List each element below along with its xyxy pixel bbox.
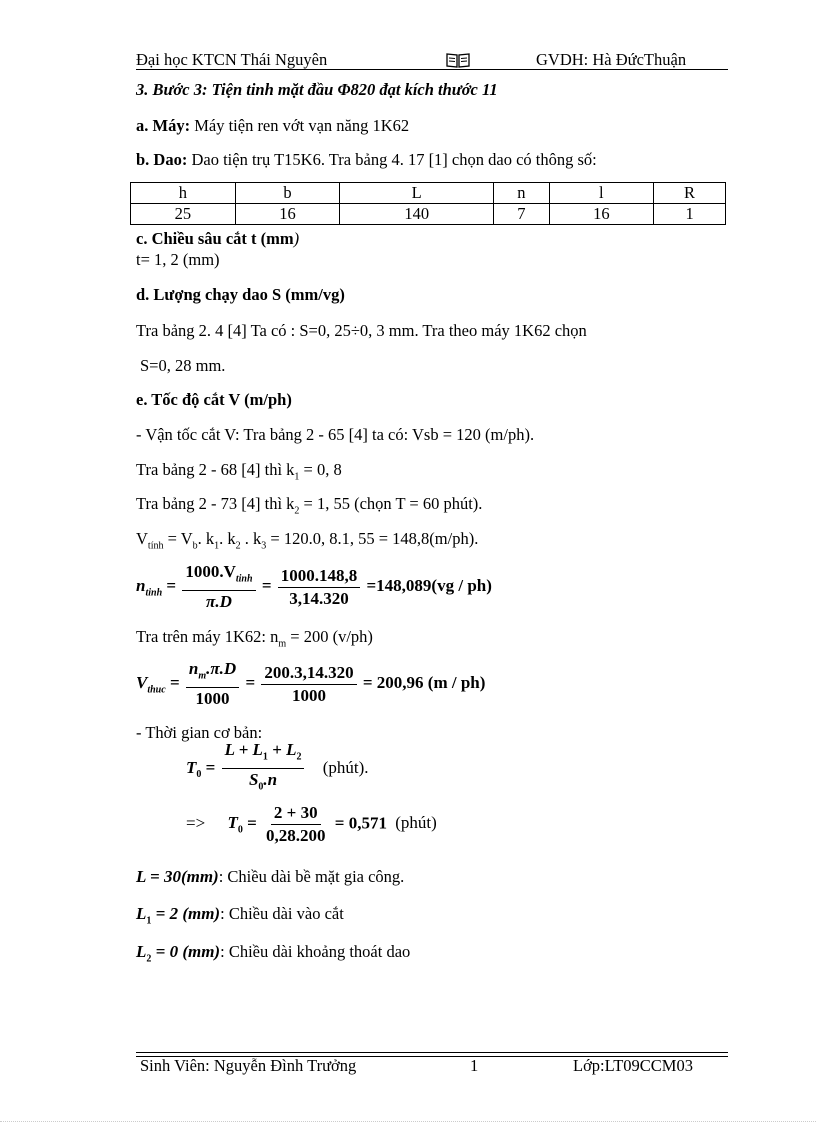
fraction-t0 — [222, 740, 305, 798]
frac-num: 2 + 30 — [271, 803, 321, 825]
footer-left: Sinh Viên: Nguyễn Đình Trưởng — [140, 1056, 357, 1075]
speed-line-3 — [136, 494, 482, 516]
table-cell: l — [549, 183, 654, 204]
fraction-v-2 — [261, 663, 356, 706]
table-cell: 140 — [340, 204, 494, 225]
frac-den-rest: .n — [263, 770, 278, 790]
length-l-symbol: L = 30(mm) — [136, 867, 219, 886]
frac-den-sub: 0 — [258, 781, 264, 793]
machine-text: Máy tiện ren vớt vạn năng 1K62 — [194, 116, 410, 135]
length-l2-desc: : Chiều dài khoảng thoát dao — [220, 942, 411, 961]
machine-speed-value: = 200 (v/ph) — [286, 627, 373, 646]
k3-sub: 3 — [261, 540, 267, 552]
v-symbol: V — [136, 673, 148, 693]
machine-speed-line — [136, 627, 373, 649]
machine-speed-text: Tra trên máy 1K62: n — [136, 627, 279, 646]
frac-num-rest: .π.D — [206, 659, 237, 678]
table-header-row — [131, 183, 726, 204]
depth-heading-text: c. Chiều sâu cắt t (mm — [136, 229, 294, 248]
length-l1-sub: 1 — [146, 915, 152, 927]
v-sub: thuc — [147, 684, 166, 696]
formula-t0: $T_0$ = $\frac{L + L_1 + L_2}{S_0.n}$ (phút). — [186, 740, 369, 798]
fraction-v-1 — [186, 659, 239, 709]
length-l-line — [136, 867, 404, 887]
speed-result: = 120.0, 8.1, 55 = 148,8(m/ph). — [266, 529, 479, 548]
machine-speed-sub: m — [278, 638, 287, 650]
length-l2-line — [136, 942, 410, 964]
feed-line-2: S=0, 28 mm. — [140, 356, 226, 375]
speed-line-2-value: = 0, 8 — [299, 460, 342, 479]
t0-unit: (phút). — [322, 757, 369, 777]
k2-symbol: . k — [219, 529, 236, 548]
vb-sub: b — [192, 540, 198, 552]
tool-line — [136, 150, 597, 170]
footer-right: Lớp:LT09CCM03 — [573, 1056, 693, 1075]
k1-symbol: . k — [197, 529, 215, 548]
table-cell: 1 — [654, 204, 726, 225]
table-cell: 16 — [235, 204, 340, 225]
n-symbol: n — [136, 576, 146, 596]
speed-line-3-value: = 1, 55 (chọn T = 60 phút). — [299, 494, 483, 513]
machine-line — [136, 116, 409, 136]
frac-num: 1000.148,8 — [278, 566, 361, 588]
formula-v-result: = 200,96 (m / ph) — [362, 673, 486, 693]
length-l1-symbol: L — [136, 904, 147, 923]
table-cell: L — [340, 183, 494, 204]
length-l1-line — [136, 904, 344, 926]
t0-result: = 0,571 — [334, 813, 387, 833]
formula-v: $V_{thuc}$ = $\frac{n_m.\pi.D}{1000}$ = $\frac{200.3,14.320}{1000}$ = 200,96 (m / ph) — [136, 659, 486, 709]
speed-line-1: - Vận tốc cắt V: Tra bảng 2 - 65 [4] ta có: Vsb = 120 (m/ph). — [136, 425, 535, 444]
length-l2-symbol: L — [136, 942, 147, 961]
length-l2-value: = 0 (mm) — [151, 942, 221, 961]
feed-heading: d. Lượng chạy dao S (mm/vg) — [136, 285, 345, 304]
table-cell: b — [235, 183, 340, 204]
frac-num: 200.3,14.320 — [261, 663, 356, 685]
t0-symbol: T — [227, 813, 238, 833]
length-l1-value: = 2 (mm) — [151, 904, 221, 923]
depth-value: t= 1, 2 (mm) — [136, 250, 220, 269]
table-cell: 25 — [131, 204, 236, 225]
frac-den: S — [248, 770, 259, 790]
fraction-n-2 — [278, 566, 361, 609]
speed-heading: e. Tốc độ cắt V (m/ph) — [136, 390, 292, 409]
table-value-row — [131, 204, 726, 225]
speed-line-2 — [136, 460, 342, 482]
k3-symbol: . k — [240, 529, 262, 548]
speed-line-2-sub: 1 — [294, 471, 300, 483]
depth-heading-close: ) — [293, 229, 300, 248]
formula-n: $n_{tinh}$ = $\frac{1000.V_{tinh}}{\pi.D}$ = $\frac{1000.148,8}{3,14.320}$ =148,089(vg / ph) — [136, 562, 492, 612]
tool-label: b. Dao: — [136, 150, 188, 169]
header-left: Đại học KTCN Thái Nguyên — [136, 50, 328, 69]
page-edge-dotline — [0, 1121, 816, 1122]
t0-sub: 0 — [237, 824, 243, 836]
t0-sub: 0 — [196, 769, 202, 781]
header-right: GVDH: Hà ĐứcThuận — [536, 50, 687, 69]
speed-line-3-text: Tra bảng 2 - 73 [4] thì k — [136, 494, 295, 513]
header-rule — [136, 69, 728, 70]
table-cell: h — [131, 183, 236, 204]
frac-den: 1000 — [195, 689, 230, 709]
formula-n-result: =148,089(vg / ph) — [366, 576, 492, 596]
frac-num-sub: m — [198, 670, 207, 682]
k2-sub: 2 — [235, 540, 241, 552]
tool-text: Dao tiện trụ T15K6. Tra bảng 4. 17 [1] chọn dao có thông số: — [191, 150, 597, 169]
table-cell: 7 — [494, 204, 549, 225]
length-l-desc: : Chiều dài bề mặt gia công. — [218, 867, 405, 886]
step-title: 3. Bước 3: Tiện tinh mặt đầu Φ820 đạt kích thước 11 — [136, 80, 498, 99]
formula-t0-calc: => $T_0$ = $\frac{2 + 30}{0,28.200}$ = 0,571 (phút) — [186, 803, 437, 845]
open-book-icon — [446, 52, 470, 68]
frac-num: L + L — [224, 740, 263, 759]
table-cell: n — [494, 183, 549, 204]
frac-den: 1000 — [292, 685, 326, 705]
feed-line-1: Tra bảng 2. 4 [4] Ta có : S=0, 25÷0, 3 mm. Tra theo máy 1K62 chọn — [136, 321, 587, 340]
frac-num-mid: + L — [267, 740, 297, 759]
fraction-t0-calc — [263, 803, 329, 846]
frac-den: π.D — [206, 592, 232, 612]
v-sub: tính — [147, 540, 164, 552]
vb-symbol: = V — [163, 529, 193, 548]
page-number: 1 — [470, 1056, 479, 1075]
speed-line-4 — [136, 529, 478, 551]
speed-line-2-text: Tra bảng 2 - 68 [4] thì k — [136, 460, 295, 479]
t0-symbol: T — [186, 757, 197, 777]
depth-heading — [136, 229, 299, 249]
length-l2-sub: 2 — [146, 953, 152, 965]
frac-num: 1000.V — [185, 562, 236, 581]
fraction-n-1 — [182, 562, 255, 612]
speed-line-3-sub: 2 — [294, 505, 300, 517]
n-sub: tinh — [145, 587, 163, 599]
machine-label: a. Máy: — [136, 116, 191, 135]
v-symbol: V — [136, 529, 148, 548]
frac-num-sub: tinh — [235, 573, 253, 585]
t0-calc-unit: (phút) — [395, 813, 437, 833]
frac-den: 0,28.200 — [266, 826, 326, 845]
frac-den: 3,14.320 — [289, 588, 349, 608]
implies-arrow: => — [186, 813, 206, 833]
time-heading: - Thời gian cơ bản: — [136, 723, 263, 742]
table-cell: 16 — [549, 204, 654, 225]
length-l1-desc: : Chiều dài vào cắt — [220, 904, 344, 923]
tool-spec-table — [130, 182, 726, 225]
table-cell: R — [654, 183, 726, 204]
frac-num-sub1: 1 — [262, 751, 268, 763]
frac-num: n — [188, 659, 199, 678]
frac-num-sub2: 2 — [296, 751, 302, 763]
k1-sub: 1 — [214, 540, 220, 552]
